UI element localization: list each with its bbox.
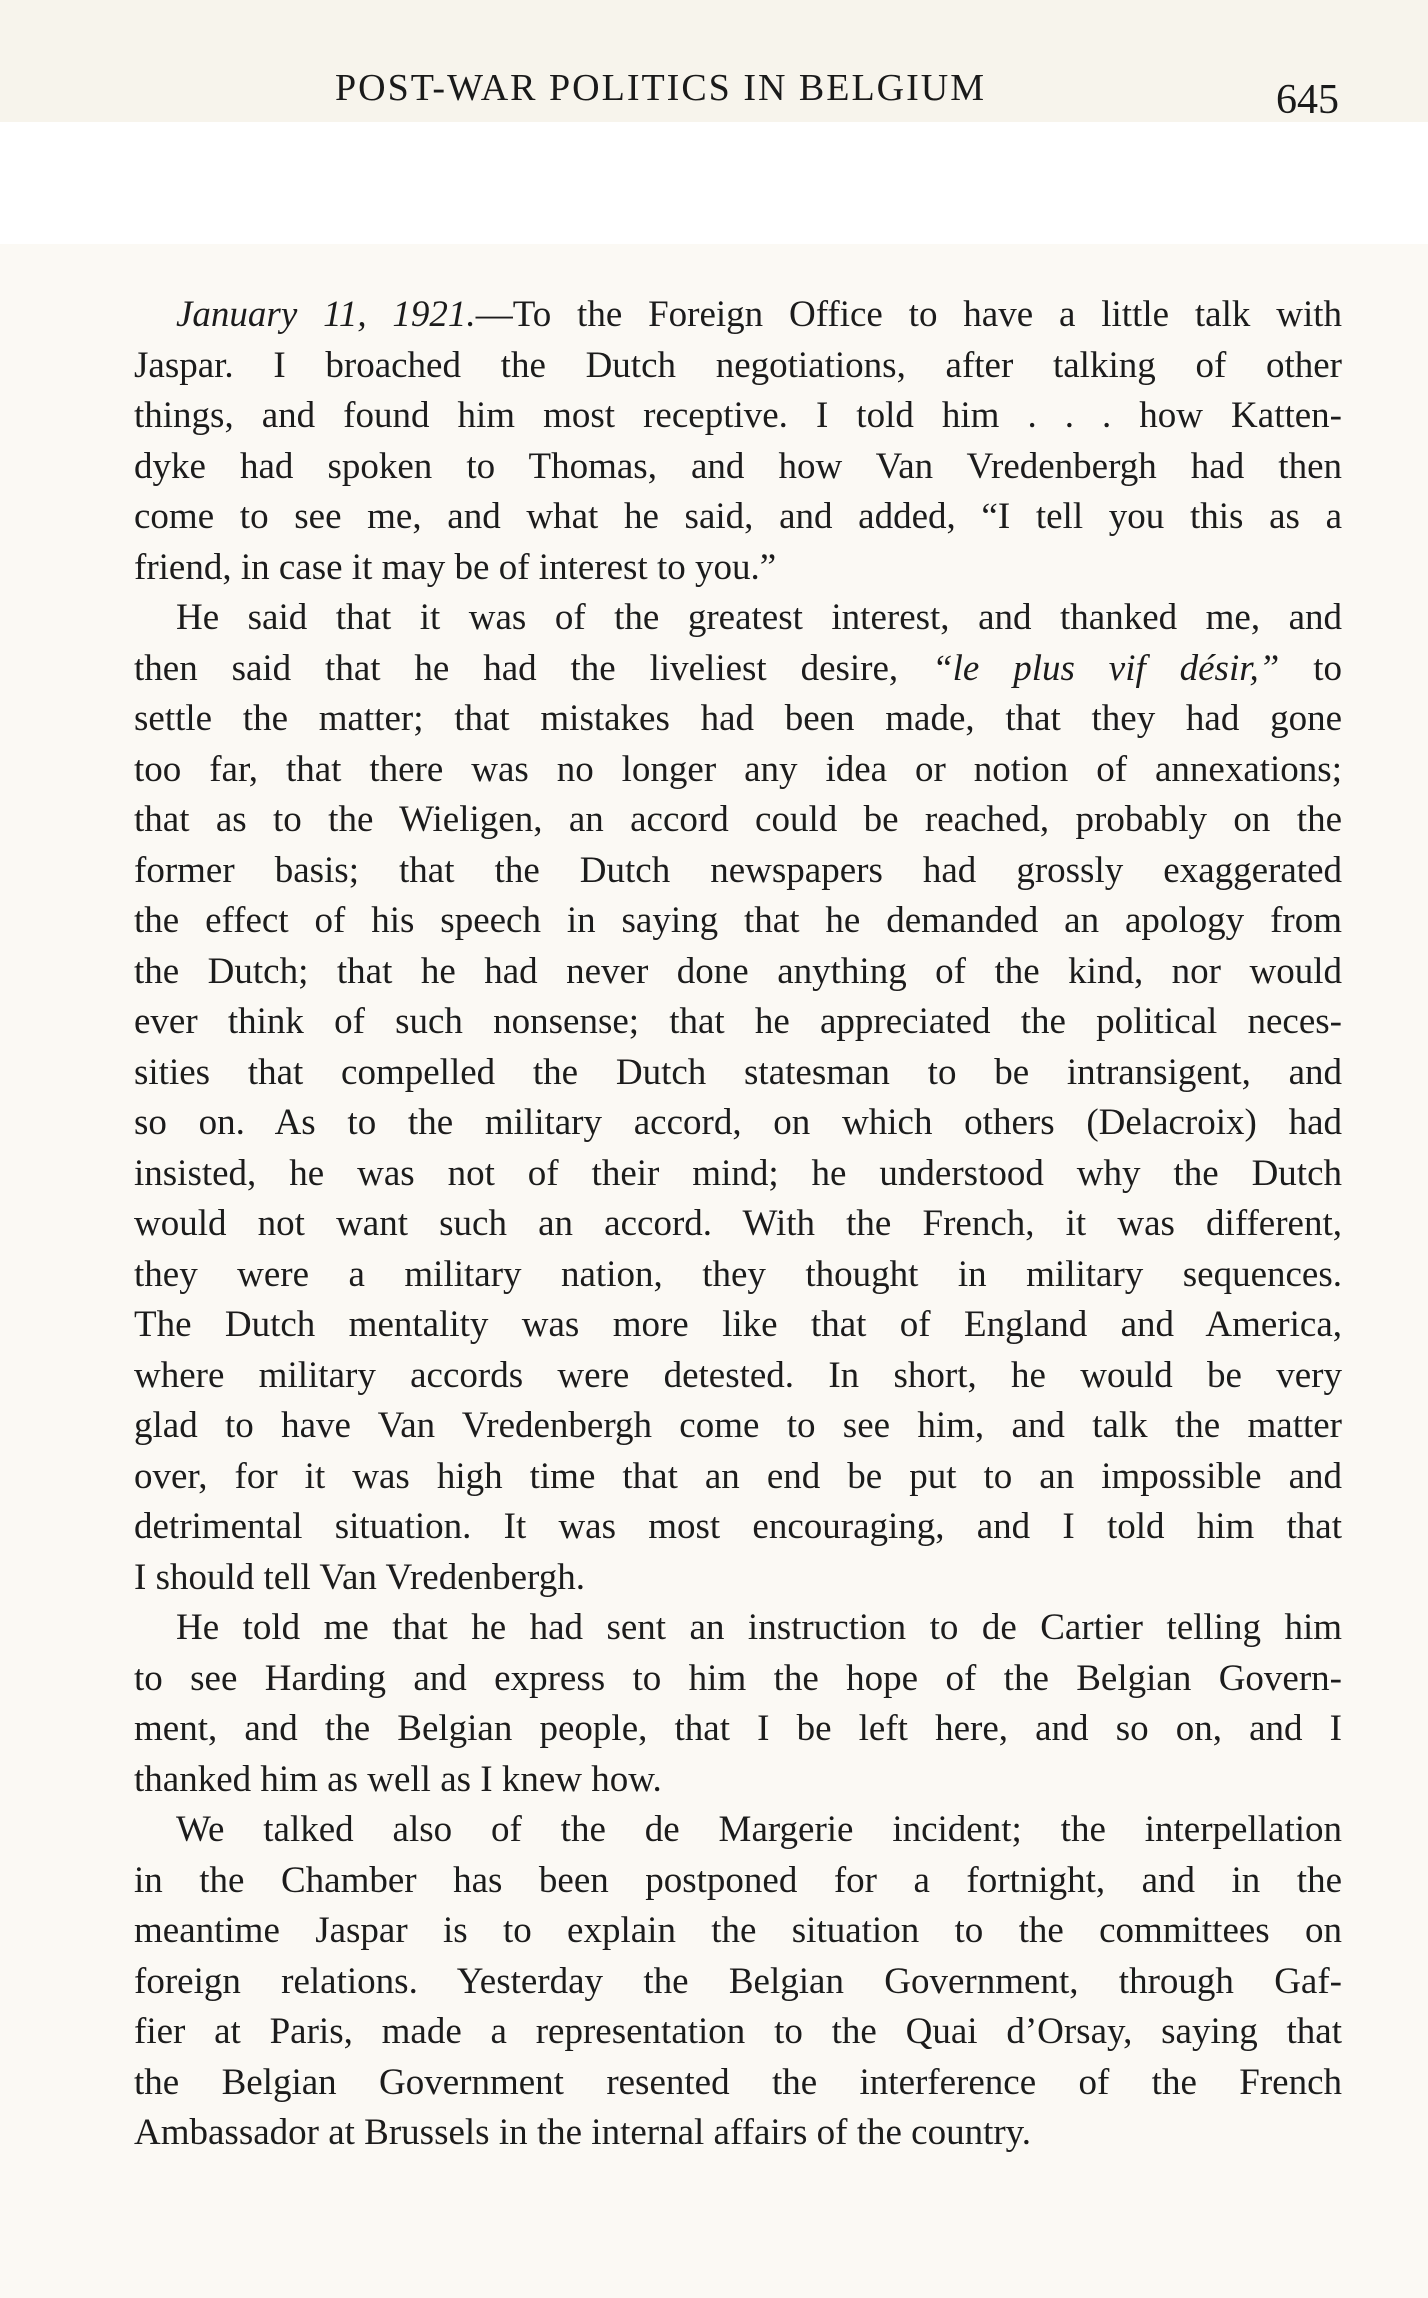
text-line: Ambassador at Brussels in the internal affairs of the country. — [134, 2112, 1032, 2153]
entry-date: January 11, 1921. — [176, 294, 476, 335]
text-line: The Dutch mentality was more like that of England and America, — [134, 1304, 1342, 1345]
text-line: dyke had spoken to Thomas, and how Van Vredenbergh had then — [134, 445, 1342, 487]
text-line: come to see me, and what he said, and added, “I tell you this as a — [134, 496, 1342, 537]
paragraph-2 — [92, 593, 1342, 1603]
text-line: over, for it was high time that an end be put to an impossible and — [134, 1455, 1342, 1497]
paragraph-3 — [92, 1603, 1342, 1805]
text-line: ever think of such nonsense; that he appreciated the political neces- — [134, 1001, 1342, 1042]
text-line: the Dutch; that he had never done anything of the kind, nor would — [134, 950, 1342, 992]
text-line: foreign relations. Yesterday the Belgian Government, through Gaf- — [134, 1960, 1342, 2002]
text-line: too far, that there was no longer any idea or notion of annexations; — [134, 748, 1342, 790]
text-line: the effect of his speech in saying that he demanded an apology from — [134, 900, 1342, 941]
text-line: detrimental situation. It was most encouraging, and I told him that — [134, 1506, 1342, 1547]
text-line: in the Chamber has been postponed for a fortnight, and in the — [134, 1859, 1342, 1901]
text-line: that as to the Wieligen, an accord could be reached, probably on the — [134, 799, 1342, 840]
text-line: friend, in case it may be of interest to you.” — [134, 546, 777, 588]
text-line: would not want such an accord. With the French, it was different, — [134, 1203, 1342, 1244]
paragraph-1 — [92, 290, 1342, 593]
text-line: so on. As to the military accord, on which others (Delacroix) had — [134, 1102, 1342, 1143]
blank-redaction-block — [0, 122, 1428, 244]
text-line: settle the matter; that mistakes had been made, that they had gone — [134, 698, 1342, 739]
text-line: then said that he had the liveliest desire, “le plus vif désir,” to — [134, 647, 1343, 689]
text-line: meantime Jaspar is to explain the situation to the committees on — [134, 1910, 1342, 1951]
text-line: former basis; that the Dutch newspapers had grossly exaggerated — [134, 849, 1342, 891]
running-title: POST-WAR POLITICS IN BELGIUM — [335, 67, 987, 109]
text-line: sities that compelled the Dutch statesman to be intransigent, and — [134, 1051, 1342, 1093]
text-line: fier at Paris, made a representation to the Quai d’Orsay, saying that — [134, 2011, 1342, 2052]
text-line: thanked him as well as I knew how. — [134, 1758, 662, 1800]
text-line: He said that it was of the greatest interest, and thanked me, and — [176, 597, 1342, 638]
text-line: the Belgian Government resented the interference of the French — [134, 2061, 1342, 2103]
body-text — [92, 290, 1342, 2159]
text-line: things, and found him most receptive. I told him . . . how Katten- — [134, 395, 1342, 436]
text-line: I should tell Van Vredenbergh. — [134, 1556, 585, 1598]
french-quote: “le plus vif désir,” — [932, 647, 1280, 689]
page-number: 645 — [1276, 77, 1339, 123]
text-line: ment, and the Belgian people, that I be left here, and so on, and I — [134, 1708, 1342, 1749]
text-line: to see Harding and express to him the hope of the Belgian Govern- — [134, 1657, 1342, 1699]
text-line: Jaspar. I broached the Dutch negotiations, after talking of other — [134, 344, 1342, 386]
text-line: where military accords were detested. In short, he would be very — [134, 1354, 1342, 1396]
text-line: January 11, 1921.—To the Foreign Office to have a little talk with — [176, 294, 1342, 335]
text-line: glad to have Van Vredenbergh come to see him, and talk the matter — [134, 1405, 1342, 1446]
text-line: We talked also of the de Margerie incident; the interpellation — [176, 1809, 1342, 1850]
paragraph-4 — [92, 1805, 1342, 2159]
text-line: insisted, he was not of their mind; he understood why the Dutch — [134, 1152, 1342, 1194]
text-line: they were a military nation, they thought in military sequences. — [134, 1253, 1342, 1295]
text-line: He told me that he had sent an instruction to de Cartier telling him — [176, 1607, 1342, 1648]
